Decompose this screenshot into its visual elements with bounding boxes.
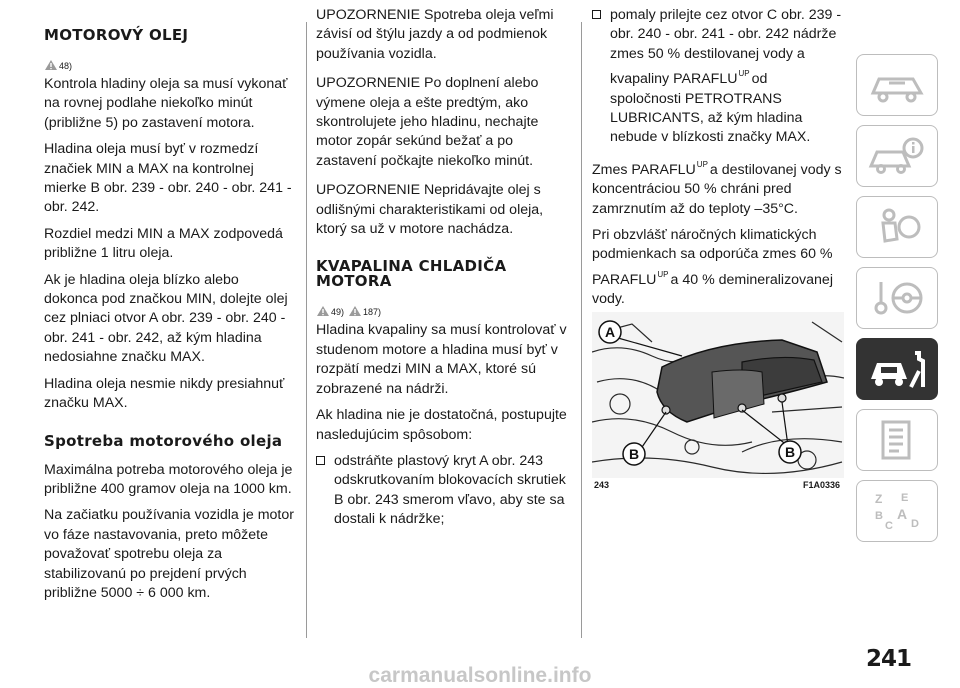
figure-number: 243 bbox=[594, 480, 610, 490]
paragraph: Rozdiel medzi MIN a MAX zodpovedá približne 1 litru oleja. bbox=[44, 225, 283, 262]
paragraph: Hladina kvapaliny sa musí kontrolovať v studenom motore a hladina musí byť v rozpätí medzi MIN a MAX, ktoré sú zobrazené na nádrži. bbox=[316, 322, 567, 397]
engine-bay-illustration bbox=[592, 312, 844, 478]
callout-b: B bbox=[628, 446, 640, 462]
column-divider bbox=[581, 22, 582, 638]
tab-car-service[interactable] bbox=[856, 338, 938, 400]
paragraph: Pri obzvlášť náročných klimatických podmienkach sa odporúča zmes 60 % $PARAFLU^{UP}$ a 40 % demineralizovanej vody. bbox=[592, 227, 833, 308]
warning-ref-number: 187) bbox=[363, 307, 382, 318]
page-number: 241 bbox=[866, 646, 912, 672]
warning-reference bbox=[44, 53, 296, 71]
list-item: odstráňte plastový kryt A obr. 243 odskrutkovaním blokovacích skrutiek B obr. 243 smerom vľavo, aby ste sa dostali k nádržke; bbox=[316, 452, 572, 530]
warning-triangle-icon bbox=[316, 305, 330, 317]
car-dashboard-icon bbox=[867, 63, 927, 107]
paragraph: Ak hladina nie je dostatočná, postupujte nasledujúcim spôsobom: bbox=[316, 407, 567, 443]
list-item: pomaly prilejte cez otvor C obr. 239 - obr. 240 - obr. 241 - obr. 242 nádrže zmes 50 % destilovanej vody a kvapaliny $PARAFLU^{UP}$ od spoločnosti PETROTRANS LUBRICANTS, až kým hladina nebude v blízkosti značky MAX. bbox=[592, 6, 842, 148]
figure-243 bbox=[592, 312, 844, 496]
key-steering-icon bbox=[867, 276, 927, 320]
paragraph-note: UPOZORNENIE Nepridávajte olej s odlišnými charakteristikami od oleja, ktorý sa už v motore nachádza. bbox=[316, 182, 544, 238]
column-3 bbox=[592, 6, 842, 317]
tab-document-list[interactable] bbox=[856, 409, 938, 471]
callout-a: A bbox=[604, 324, 616, 340]
section-heading-coolant: KVAPALINA CHLADIČA MOTORA bbox=[316, 257, 507, 291]
watermark: carmanualsonline.info bbox=[368, 664, 592, 687]
column-divider bbox=[306, 22, 307, 638]
warning-reference bbox=[316, 299, 572, 317]
chapter-tabs bbox=[856, 54, 942, 551]
paragraph-note: UPOZORNENIE Spotreba oleja veľmi závisí od štýlu jazdy a od podmienok používania vozidla. bbox=[316, 7, 554, 62]
car-service-icon bbox=[867, 347, 927, 391]
svg-text:C: C bbox=[885, 520, 893, 532]
alphabet-index-icon bbox=[867, 489, 927, 533]
warning-triangle-icon bbox=[348, 305, 362, 317]
paragraph: Kontrola hladiny oleja sa musí vykonať na rovnej podlahe niekoľko minút (približne 5) po zastavení motora. bbox=[44, 76, 288, 131]
callout-b: B bbox=[784, 444, 796, 460]
section-heading-engine-oil: MOTOROVÝ OLEJ bbox=[44, 26, 189, 44]
paragraph: Na začiatku používania vozidla je motor vo fáze nastavovania, preto môžete považovať spotrebu oleja za stabilizovanú po prejdení prvých približne 5000 ÷ 6 000 km. bbox=[44, 507, 294, 601]
warning-ref-number: 48) bbox=[59, 61, 73, 71]
paragraph: Hladina oleja musí byť v rozmedzí značiek MIN a MAX na kontrolnej mierke B obr. 239 - obr. 240 - obr. 241 - obr. 242. bbox=[44, 141, 292, 216]
airbag-safety-icon bbox=[867, 205, 927, 249]
paragraph-note: UPOZORNENIE Po doplnení alebo výmene oleja a ešte predtým, ako skontrolujete jeho hladinu, nechajte motor zopár sekúnd bežať a po zastavení počkajte niekoľko minút. bbox=[316, 75, 539, 169]
svg-text:A: A bbox=[897, 506, 908, 522]
car-info-icon bbox=[867, 134, 927, 178]
tab-key-steering[interactable] bbox=[856, 267, 938, 329]
column-1 bbox=[44, 28, 296, 610]
tab-car-info[interactable] bbox=[856, 125, 938, 187]
subsection-heading-oil-consumption: Spotreba motorového oleja bbox=[44, 431, 283, 450]
svg-text:E: E bbox=[901, 492, 909, 504]
figure-code: F1A0336 bbox=[802, 480, 840, 490]
paragraph: Hladina oleja nesmie nikdy presiahnuť značku MAX. bbox=[44, 375, 285, 412]
checkbox-bullet-icon bbox=[316, 456, 325, 465]
steps-list bbox=[316, 452, 572, 530]
paragraph: Maximálna potreba motorového oleja je približne 400 gramov oleja na 1000 km. bbox=[44, 461, 293, 497]
paragraph: Ak je hladina oleja blízko alebo dokonca pod značkou MIN, dolejte olej cez plniaci otvor A obr. 239 - obr. 240 - obr. 241 - obr. 242, až kým hladina nedosiahne značku MAX. bbox=[44, 271, 288, 366]
paragraph: Zmes $PARAFLU^{UP}$ a destilovanej vody s koncentráciou 50 % chráni pred zamrznutím až do teploty –35°C. bbox=[592, 159, 842, 217]
svg-text:Z: Z bbox=[875, 492, 883, 506]
document-list-icon bbox=[867, 418, 927, 462]
tab-alphabet-index[interactable] bbox=[856, 480, 938, 542]
checkbox-bullet-icon bbox=[592, 10, 601, 19]
column-2 bbox=[316, 6, 572, 537]
svg-text:D: D bbox=[911, 518, 919, 530]
steps-list bbox=[592, 6, 842, 148]
tab-airbag-safety[interactable] bbox=[856, 196, 938, 258]
svg-text:B: B bbox=[875, 510, 883, 522]
warning-ref-number: 49) bbox=[331, 307, 345, 318]
tab-car-dashboard[interactable] bbox=[856, 54, 938, 116]
warning-triangle-icon bbox=[44, 59, 58, 71]
